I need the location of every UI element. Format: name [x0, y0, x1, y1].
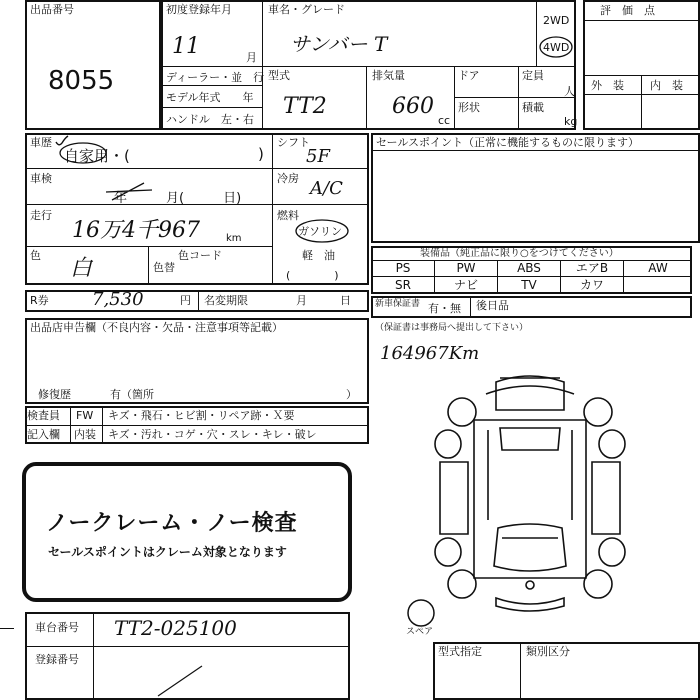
chassis-value: TT2-025100: [114, 616, 237, 640]
lot-number-box: [25, 0, 161, 130]
warranty-value: 有・無: [428, 302, 461, 315]
color-value: 白: [70, 256, 93, 281]
equipment-tv: TV: [521, 278, 537, 292]
model-type-value: TT2: [283, 94, 327, 119]
mileage-note: 164967Km: [380, 343, 480, 364]
spare-tire-icon: [404, 598, 438, 628]
repaint-label: 色替: [153, 261, 175, 274]
fw-items: キズ・飛石・ヒビ割・リペア跡・Ｘ要: [108, 409, 295, 422]
back-date-label: 後日品: [476, 299, 509, 312]
cooling-value: A/C: [310, 178, 343, 199]
displacement-value: 660: [392, 94, 434, 119]
displacement-label: 排気量: [372, 69, 405, 82]
chassis-label: 車台番号: [35, 621, 79, 634]
drive-4wd-label: 4WD: [543, 41, 570, 54]
equipment-ps: PS: [395, 261, 411, 275]
warranty-label: 新車保証書: [375, 299, 421, 309]
report-label: 出品店申告欄（不良内容・欠品・注意事項等記載）: [30, 321, 283, 334]
car-damage-diagram: [400, 370, 660, 620]
repair-history-close: ）: [346, 388, 357, 401]
door-label: ドア: [458, 69, 480, 82]
dealer-label: ディーラー・並 行: [166, 71, 265, 84]
name-change-fill: 月 日: [296, 294, 351, 307]
load-unit: kg: [564, 115, 578, 128]
interior-grade-label: 内 装: [650, 79, 683, 92]
sales-point-label: セールスポイント（正常に機能するものに限ります）: [376, 136, 640, 149]
cooling-label: 冷房: [277, 172, 299, 185]
fuel-gasoline: ガソリン: [298, 225, 342, 238]
repair-history-value: 有（箇所: [110, 388, 154, 401]
history-value: 自家用・(: [64, 147, 130, 165]
history-label: 車歴: [30, 136, 52, 149]
history-circle: [58, 141, 110, 165]
color-label: 色: [30, 249, 41, 262]
shift-label: シフト: [277, 136, 310, 149]
mileage-unit: km: [226, 233, 242, 244]
equipment-label: 装備品（純正品に限り○をつけてください）: [420, 248, 619, 259]
history-close-paren: ): [258, 145, 264, 163]
no-claim-subtitle: セールスポイントはクレーム対象となります: [48, 545, 287, 559]
no-claim-title: ノークレーム・ノー検査: [46, 511, 298, 536]
inspection-strike: [104, 180, 154, 204]
inspector-label: 検査員: [27, 409, 60, 422]
mileage-label: 走行: [30, 209, 52, 222]
inspection-fill: 年 月( 日): [114, 191, 242, 206]
entry-label: 記入欄: [27, 428, 60, 441]
lot-number-value: 8055: [48, 66, 115, 96]
drive-4wd-circle: [538, 35, 574, 59]
color-code-label: 色コード: [178, 249, 222, 262]
exterior-label: 外 装: [591, 79, 624, 92]
evaluation-label: 評 価 点: [600, 4, 655, 17]
name-change-label: 名変期限: [204, 294, 248, 307]
fuel-label: 燃料: [277, 209, 299, 222]
equipment-abs: ABS: [517, 261, 541, 275]
equipment-sr: SR: [395, 278, 411, 292]
type-designation-label: 型式指定: [438, 645, 482, 658]
equipment-airbag: エアB: [575, 261, 609, 275]
interior-items: キズ・汚れ・コゲ・穴・スレ・キレ・破レ: [108, 428, 317, 441]
month-label: 月: [246, 51, 257, 64]
recycle-label: R券: [30, 294, 49, 307]
name-grade-value: サンバー T: [290, 32, 388, 56]
handle-label: ハンドル 左・右: [166, 113, 254, 126]
lot-number-label: 出品番号: [30, 3, 74, 16]
name-grade-label: 車名・グレード: [268, 3, 345, 16]
fuel-diesel: 軽 油: [302, 249, 335, 262]
shift-value: 5F: [306, 146, 330, 167]
model-year-label: モデル年式 年: [166, 91, 254, 104]
spare-label: スペア: [406, 627, 434, 637]
vehicle-info-box: [161, 0, 576, 130]
equipment-aw: AW: [648, 261, 668, 275]
category-label: 類別区分: [526, 645, 570, 658]
warranty-note: （保証書は事務局へ提出して下さい）: [375, 323, 529, 333]
inspection-label: 車検: [30, 172, 52, 185]
first-registration-value: 11: [172, 34, 200, 59]
fuel-gasoline-circle: [294, 218, 350, 244]
capacity-unit: 人: [564, 85, 575, 98]
mileage-value: 16万4千967: [72, 218, 200, 243]
repair-history-label: 修復歴: [38, 388, 71, 401]
recycle-yen: 円: [180, 294, 191, 307]
cc-unit: cc: [438, 114, 451, 127]
equipment-pw: PW: [456, 261, 476, 275]
first-registration-label: 初度登録年月: [166, 3, 232, 16]
drive-2wd-label: 2WD: [543, 14, 570, 27]
interior-check-label: 内装: [74, 428, 96, 441]
registration-label: 登録番号: [35, 653, 79, 666]
fw-label: FW: [76, 409, 94, 422]
equipment-navi: ナビ: [453, 278, 478, 292]
registration-slash: [150, 660, 210, 700]
load-label: 積載: [522, 101, 544, 114]
model-type-label: 型式: [268, 69, 290, 82]
fuel-paren: ( ): [286, 269, 339, 282]
capacity-label: 定員: [522, 69, 544, 82]
equipment-leather: カワ: [579, 278, 604, 292]
shape-label: 形状: [458, 101, 480, 114]
recycle-value: 7,530: [92, 289, 144, 310]
